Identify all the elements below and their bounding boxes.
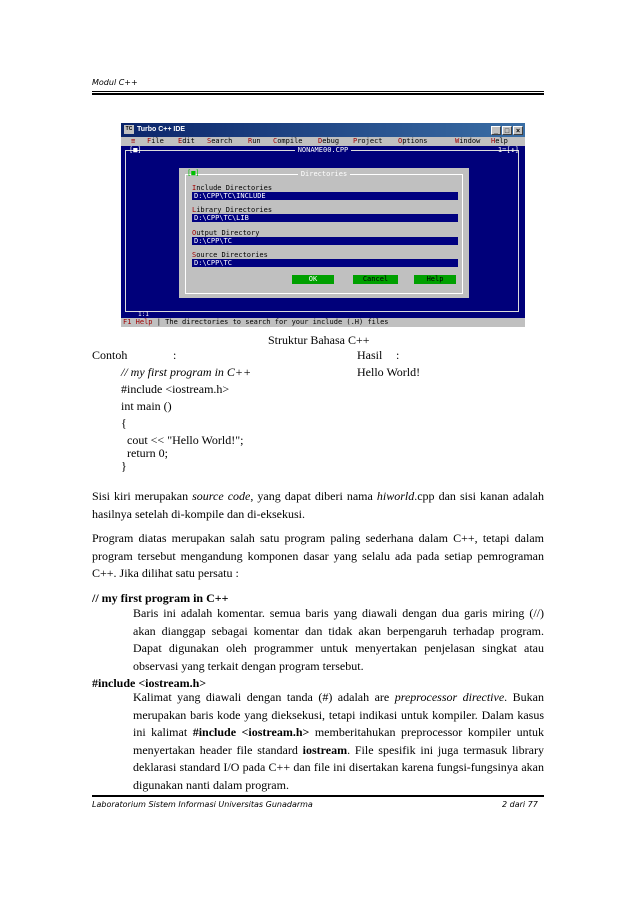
code-line: #include <iostream.h> — [121, 382, 230, 396]
figure-caption: Struktur Bahasa C++ — [268, 333, 370, 347]
cancel-button[interactable]: Cancel — [353, 275, 398, 284]
ide-menu-bar — [121, 137, 525, 146]
paragraph: Sisi kiri merupakan source code, yang dapat diberi nama hiworld.cpp dan sisi kanan adalah hasilnya setelah di-kompile dan di-eksekusi. — [92, 489, 545, 521]
menu-compile[interactable]: Compile — [273, 137, 303, 145]
library-dirs-input[interactable]: D:\CPP\TC\LIB — [192, 214, 458, 222]
header-rule-thick — [92, 93, 544, 95]
editor-filename: NONAME00.CPP — [295, 146, 352, 154]
directories-dialog — [179, 168, 469, 298]
code-line: int main () — [121, 399, 172, 413]
editor-close-icon[interactable]: [■] — [129, 146, 142, 154]
page-number: 2 dari 77 — [502, 800, 538, 809]
ide-title-bar — [121, 123, 525, 137]
menu-debug[interactable]: Debug — [318, 137, 340, 145]
paragraph: Program diatas merupakan salah satu program paling sederhana dalam C++, tetapi dalam program tersebut mengandung komponen dasar yang selalu ada pada setiap pemrograman C++. Jika dilihat satu persatu : — [92, 531, 544, 580]
code-line: { — [121, 416, 127, 430]
menu-help[interactable]: Help — [491, 137, 508, 145]
footer-rule — [92, 795, 544, 797]
close-icon[interactable]: × — [513, 126, 523, 135]
menu-search[interactable]: Search — [207, 137, 233, 145]
result-colon: : — [396, 348, 400, 362]
code-line: } — [121, 459, 127, 473]
result-output: Hello World! — [357, 365, 421, 379]
include-dirs-input[interactable]: D:\CPP\TC\INCLUDE — [192, 192, 458, 200]
turbo-cpp-screenshot — [121, 123, 525, 327]
source-dirs-input[interactable]: D:\CPP\TC — [192, 259, 458, 267]
status-help-key[interactable]: F1 Help — [123, 318, 153, 326]
page-header: Modul C++ — [92, 78, 138, 87]
section-heading: #include <iostream.h> — [92, 676, 207, 690]
maximize-icon[interactable]: □ — [502, 126, 512, 135]
cursor-position: 1:1 — [138, 311, 149, 318]
section-body: Baris ini adalah komentar. semua baris yang diawali dengan dua garis miring (//) akan dianggap sebagai komentar dan tidak akan berpengaruh terhadap program. Dapat digunakan oleh programmer untuk menyertakan penjelasan singkat atau observasi yang terkait dengan program tersebut. — [133, 606, 544, 673]
result-label: Hasil — [357, 348, 383, 362]
example-colon: : — [173, 348, 177, 362]
dialog-title: Directories — [298, 170, 350, 178]
menu-run[interactable]: Run — [248, 137, 261, 145]
output-dir-input[interactable]: D:\CPP\TC — [192, 237, 458, 245]
minimize-icon[interactable]: _ — [491, 126, 501, 135]
dialog-close-icon[interactable]: [■] — [187, 169, 200, 177]
status-text: | The directories to search for your include (.H) files — [156, 318, 389, 326]
menu-options[interactable]: Options — [398, 137, 428, 145]
editor-title-bar — [121, 146, 525, 155]
help-button[interactable]: Help — [414, 275, 456, 284]
source-dirs-label: Source Directories — [192, 251, 268, 259]
library-dirs-label: Library Directories — [192, 206, 273, 214]
ide-status-bar — [121, 318, 525, 327]
menu-edit[interactable]: Edit — [178, 137, 195, 145]
ok-button[interactable]: OK — [292, 275, 334, 284]
section-body: Kalimat yang diawali dengan tanda (#) adalah are preprocessor directive. Bukan merupakan baris kode yang dieksekusi, tetapi indikasi untuk kompiler. Dalam kasus ini kalimat #include <iostream.h> memberitahukan preprocessor kompiler untuk menyertakan header file standard iostream. File spesifik ini juga termasuk library deklarasi standard I/O pada C++ dan file ini disertakan karena fungsi-fungsinya akan digunakan nanti dalam program. — [133, 690, 544, 792]
code-line: // my first program in C++ — [121, 365, 252, 379]
footer-left: Laboratorium Sistem Informasi Universitas Gunadarma — [92, 800, 313, 809]
menu-project[interactable]: Project — [353, 137, 383, 145]
menu-window[interactable]: Window — [455, 137, 481, 145]
header-rule — [92, 91, 544, 92]
output-dir-label: Output Directory — [192, 229, 260, 237]
code-line: cout << "Hello World!"; — [121, 433, 244, 447]
example-label: Contoh — [92, 348, 128, 362]
include-dirs-label: Include Directories — [192, 184, 273, 192]
section-heading: // my first program in C++ — [92, 591, 229, 605]
app-icon: TC — [125, 125, 133, 132]
ide-window-title: Turbo C++ IDE — [137, 126, 186, 133]
editor-zoom-icon[interactable]: 1=[↕] — [497, 146, 519, 154]
menu-system[interactable]: ≡ — [131, 137, 136, 145]
menu-file[interactable]: File — [147, 137, 164, 145]
code-line: return 0; — [121, 446, 168, 460]
